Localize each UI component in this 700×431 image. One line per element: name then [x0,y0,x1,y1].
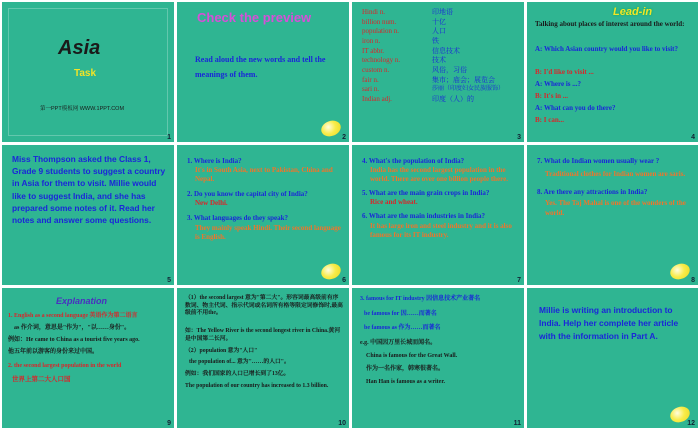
dialogue-line: B: It's in ... [535,92,569,100]
lemon-icon [668,261,692,282]
question: 4. What's the population of India? [362,157,465,165]
meaning: 集市；庙会；展览会 [432,75,495,84]
meaning: 人口 [432,27,446,36]
slide-thumbnail-5[interactable] [2,145,174,285]
meaning: 十亿 [432,17,446,26]
word: custom n. [362,65,390,74]
slide-body: Millie is writing an introduction to India. Help her complete her article with the information in Part A. [539,305,679,342]
word-row [362,95,518,105]
question: 2. Do you know the capital city of India? [187,190,308,199]
meaning: 技术 [432,56,446,65]
explanation-line: e.g. 中国因万里长城而闻名。 [360,340,437,346]
explanation-line: （1）the second largest 意为"第二大"。形容词最高级前有序数词、物主代词、指示代词或名词所有格等限定词修饰时,最高级前不用the。 [185,295,343,317]
word: technology n. [362,56,401,65]
word: Indian adj. [362,94,392,103]
explanation-line: 2. the second largest population in the world [8,363,122,369]
meaning: 信息技术 [432,46,460,55]
explanation-line: be famous as 作为……而著名 [364,325,441,331]
slide-number: 2 [342,134,346,141]
answer: They mainly speak Hindi. Their second language is English. [195,223,341,241]
word: IT abbr. [362,46,385,55]
slide-thumbnail-7[interactable] [352,145,524,285]
slide-body: Miss Thompson asked the Class 1, Grade 9 students to suggest a country in Asia for them to visit. Millie would like to suggest India, and she has prepared some notes of it. Read her notes and answer some questions. [12,154,166,225]
slide-thumbnail-10[interactable] [177,288,349,428]
explanation-line: China is famous for the Great Wall. [366,353,458,359]
word-row [362,85,518,95]
slide-title: Explanation [56,296,108,306]
explanation-line: the population of... 意为"……的人口"。 [189,359,290,365]
slide-title: Asia [58,37,101,59]
slide-subtitle: Task [74,68,97,79]
answer: Yes. The Taj Mahal is one of the wonders of the world. [545,199,686,217]
word-row [362,8,518,18]
explanation-line: 例如：He came to China as a tourist five years ago. [8,337,140,343]
slide-thumbnail-9[interactable] [2,288,174,428]
word: billion num. [362,17,397,26]
slide-thumbnail-3[interactable] [352,2,524,142]
slide-thumbnail-6[interactable] [177,145,349,285]
slide-thumbnail-8[interactable] [527,145,698,285]
slide-thumbnail-2[interactable] [177,2,349,142]
word: Hindi n. [362,8,385,16]
word-row [362,18,518,28]
dialogue-line: B: I'd like to visit ... [535,68,594,76]
meaning: 莎丽（印度妇女民族服饰） [432,86,505,93]
word: fair n. [362,75,379,84]
slide-number: 11 [513,420,521,427]
slide-number: 6 [342,277,346,284]
word-row [362,76,518,86]
word-row [362,66,518,76]
word: population n. [362,27,399,36]
explanation-line: 3. famous for IT industry 因信息技术产业著名 [360,296,481,302]
slide-thumbnail-1[interactable] [2,2,174,142]
slide-number: 10 [338,420,346,427]
explanation-line: be famous for 因……而著名 [364,311,437,317]
slide-question: Talking about places of interest around the world: [535,20,685,28]
answer: It's in South Asia, next to Pakistan, China and Nepal. [195,166,333,184]
meaning: 铁 [432,36,439,45]
slide-number: 5 [167,277,171,284]
word-row [362,37,518,47]
answer: Traditional clothes for Indian women are saris. [545,170,686,179]
question: 5. What are the main grain crops in India? [362,189,490,198]
lead-in-badge: Lead-in [613,6,653,18]
answer: New Delhi. [195,199,228,208]
explanation-line: 例如：我们国家的人口已增长到了13亿。 [185,371,290,377]
meaning: 风俗，习俗 [432,65,467,74]
word-row [362,56,518,66]
explanation-line: （2）population 意为"人口" [185,348,258,354]
slide-footer: 第一PPT模板网 WWW.1PPT.COM [40,106,125,112]
slide-title: Check the preview [197,10,312,25]
qa-list [362,157,516,240]
dialogue-line: A: Where is ...? [535,80,582,88]
slide-number: 8 [691,277,695,284]
word-row [362,27,518,37]
slide-number: 3 [517,134,521,141]
slide-thumbnail-12[interactable] [527,288,698,428]
qa-list [537,157,689,218]
slide-number: 4 [691,134,695,141]
word-row [362,47,518,57]
question: 6. What are the main industries in India? [362,212,486,221]
slide-number: 1 [167,134,171,141]
slide-thumbnail-11[interactable] [352,288,524,428]
dialogue-line: A: Which Asian country would you like to visit? [535,45,679,53]
lemon-icon [319,261,343,282]
answer: Rice and wheat. [370,198,418,207]
question: 1. Where is India? [187,157,242,165]
word: sari n. [362,85,380,94]
explanation-line: 1. English as a second language 英语作为第二语言 [8,313,138,319]
question: 8. Are there any attractions in India? [537,187,648,196]
explanation-line: as 作介词，意思是"作为"，"以……身份"。 [14,325,131,331]
lemon-icon [319,118,343,139]
explanation-line: 世界上第二大人口国 [12,376,71,383]
explanation-line: Han Han is famous as a writer. [366,379,445,385]
explanation-line: 如：The Yellow River is the second longest river in China.黄河是中国第二长河。 [185,328,341,342]
answer: It has large iron and steel industry and it is also famous for its IT industry. [370,221,512,239]
dialogue-line: A: What can you do there? [535,104,616,112]
slide-thumbnail-4[interactable] [527,2,698,142]
answer: India has the second largest population in the world. There are over one billion people there. [370,166,508,184]
explanation-line: 他五年前以游客的身份来过中国。 [8,349,99,355]
meaning: 印地语 [432,8,453,16]
meaning: 印度（人）的 [432,94,474,103]
question: 7. What do Indian women usually wear ? [537,157,660,165]
slide-body: Read aloud the new words and tell the meanings of them. [195,55,326,80]
question: 3. What languages do they speak? [187,214,289,223]
slide-number: 7 [517,277,521,284]
explanation-line: 作为一名作家，韩寒很著名。 [366,366,445,372]
word: iron n. [362,36,381,45]
slide-number: 12 [687,420,695,427]
explanation-line: The population of our country has increased to 1.3 billion. [185,383,329,389]
dialogue-line: B: I can... [535,116,564,124]
word-list [362,8,518,105]
qa-list [187,157,341,242]
slide-number: 9 [167,420,171,427]
